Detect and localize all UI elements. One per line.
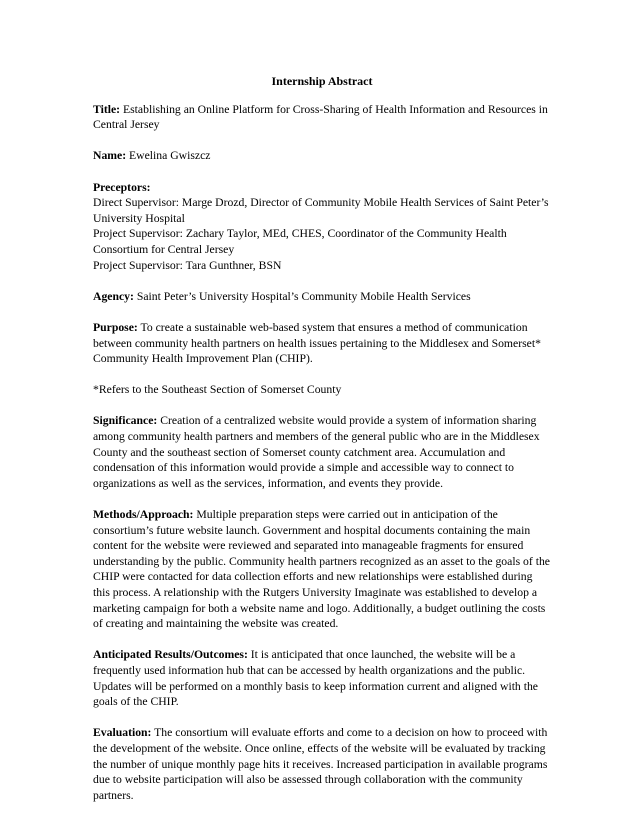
methods-section xyxy=(93,507,551,632)
footnote-text: *Refers to the Southeast Section of Somerset County xyxy=(93,383,342,397)
results-label: Anticipated Results/Outcomes: xyxy=(93,648,248,662)
purpose-section xyxy=(93,320,551,367)
evaluation-section xyxy=(93,725,551,803)
title-section xyxy=(93,102,551,133)
document-page xyxy=(93,74,551,819)
results-text: It is anticipated that once launched, the website will be a frequently used information hub that can be accessed by health organizations and the public. Updates will be performed on a monthly basis to keep information current and aligned with the goals of the CHIP. xyxy=(93,648,538,709)
document-heading: Internship Abstract xyxy=(271,74,373,88)
preceptors-label: Preceptors: xyxy=(93,180,151,194)
name-label: Name: xyxy=(93,149,127,163)
significance-label: Significance: xyxy=(93,414,158,428)
purpose-label: Purpose: xyxy=(93,320,138,334)
footnote-section xyxy=(93,382,551,398)
agency-text: Saint Peter’s University Hospital’s Community Mobile Health Services xyxy=(136,289,471,303)
title-label: Title: xyxy=(93,102,121,116)
purpose-text: To create a sustainable web-based system that ensures a method of communication between community health partners on health issues pertaining to the Middlesex and Somerset* Community Health Improvement Plan (CHIP). xyxy=(93,320,541,366)
name-section xyxy=(93,148,551,164)
preceptor-direct-supervisor: Direct Supervisor: Marge Drozd, Director of Community Mobile Health Services of Saint Peter’s University Hospital xyxy=(93,196,549,225)
evaluation-label: Evaluation: xyxy=(93,726,152,740)
methods-label: Methods/Approach: xyxy=(93,508,194,522)
results-section xyxy=(93,647,551,709)
agency-label: Agency: xyxy=(93,289,134,303)
preceptors-section xyxy=(93,180,551,274)
preceptor-project-supervisor-2: Project Supervisor: Tara Gunthner, BSN xyxy=(93,258,282,272)
agency-section xyxy=(93,289,551,305)
preceptor-project-supervisor-1: Project Supervisor: Zachary Taylor, MEd, CHES, Coordinator of the Community Health Consortium for Central Jersey xyxy=(93,227,507,256)
evaluation-text: The consortium will evaluate efforts and come to a decision on how to proceed with the development of the website. Once online, effects of the website will be evaluated by tracking the number of unique monthly page hits it receives. Increased participation in available programs due to website participation will also be assessed through collaboration with the community partners. xyxy=(93,726,548,802)
title-text: Establishing an Online Platform for Cross-Sharing of Health Information and Resources in Central Jersey xyxy=(93,102,548,132)
significance-text: Creation of a centralized website would provide a system of information sharing among community health partners and members of the general public who are in the Middlesex County and the southeast section of Somerset county catchment area. Accumulation and condensation of this information would provide a simple and accessible way to connect to organizations as well as the services, information, and events they provide. xyxy=(93,414,540,490)
significance-section xyxy=(93,413,551,491)
name-text: Ewelina Gwiszcz xyxy=(129,149,211,163)
methods-text: Multiple preparation steps were carried out in anticipation of the consortium’s future website launch. Government and hospital documents containing the main content for the website were reviewed and separated into manageable fragments for ensured understanding by the public. Community health partners recognized as an asset to the goals of the CHIP were contacted for data collection efforts and new relationships were established during this process. A relationship with the Rutgers University Imaginate was established to develop a marketing campaign for both a website name and logo. Additionally, a budget outlining the costs of creating and maintaining the website was created. xyxy=(93,508,550,631)
